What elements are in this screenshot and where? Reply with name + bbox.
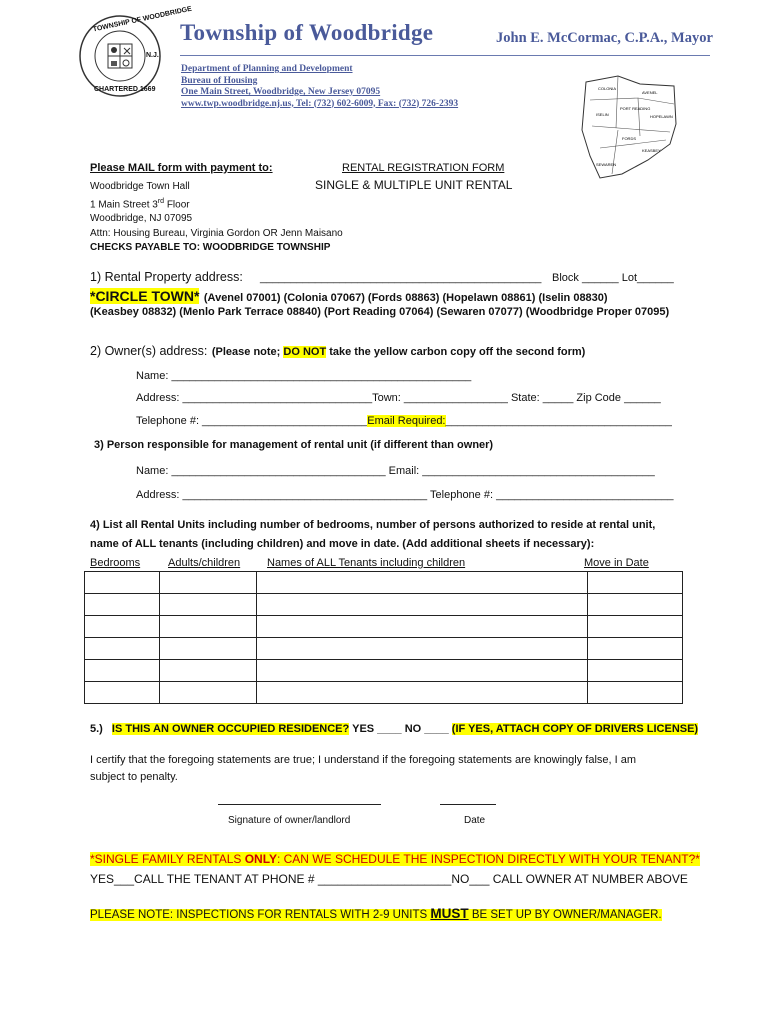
table-cell[interactable] xyxy=(588,638,683,660)
map-label: PORT READING xyxy=(620,106,651,111)
manager-heading: 3) Person responsible for management of rental unit (if different than owner) xyxy=(94,439,494,451)
map-label: ISELIN xyxy=(596,112,609,117)
header-rule xyxy=(180,55,710,56)
date-label: Date xyxy=(464,815,486,826)
date-line[interactable] xyxy=(440,804,496,805)
dept-line: Department of Planning and Development xyxy=(181,64,353,74)
map-label: FORDS xyxy=(622,136,636,141)
tenant-contact-field[interactable]: YES___CALL THE TENANT AT PHONE # ____________________NO___ CALL OWNER AT NUMBER ABOVE xyxy=(90,872,688,886)
table-cell[interactable] xyxy=(85,572,160,594)
mail-address xyxy=(90,180,343,256)
table-row xyxy=(85,682,683,704)
table-cell[interactable] xyxy=(160,660,257,682)
township-seal xyxy=(78,5,193,98)
mail-heading: Please MAIL form with payment to: xyxy=(90,162,273,174)
owner-name-field[interactable]: Name: _________________________________________________ xyxy=(136,370,472,382)
table-row xyxy=(85,638,683,660)
map-label: SEWAREN xyxy=(596,162,617,167)
seal-text-top: TOWNSHIP OF WOODBRIDGE xyxy=(92,5,193,34)
table-cell[interactable] xyxy=(257,616,588,638)
do-not-highlight: DO NOT xyxy=(283,346,327,358)
table-cell[interactable] xyxy=(257,572,588,594)
owner-address-line: 2) Owner(s) address: (Please note; DO NOT take the yellow carbon copy off the second form) xyxy=(90,344,586,358)
department-block xyxy=(181,64,458,110)
table-cell[interactable] xyxy=(160,638,257,660)
rental-units-table xyxy=(84,571,683,704)
owner-address-label: 2) Owner(s) address: xyxy=(90,344,208,358)
col-move-in-date: Move in Date xyxy=(584,557,649,569)
checks-payable: CHECKS PAYABLE TO: WOODBRIDGE TOWNSHIP xyxy=(90,242,331,254)
attach-license-note: (IF YES, ATTACH COPY OF DRIVERS LICENSE) xyxy=(451,723,699,735)
block-lot-field[interactable]: Block ______ Lot______ xyxy=(552,272,674,284)
township-title: Township of Woodbridge xyxy=(180,20,434,45)
table-cell[interactable] xyxy=(85,638,160,660)
col-adults-children: Adults/children xyxy=(168,557,241,569)
manager-name-email-field[interactable]: Name: ___________________________________ Email: ______________________________________ xyxy=(136,465,655,477)
signature-line[interactable] xyxy=(218,804,381,805)
col-tenant-names: Names of ALL Tenants including children xyxy=(267,557,466,569)
table-cell[interactable] xyxy=(160,572,257,594)
table-cell[interactable] xyxy=(257,682,588,704)
mail-line: Attn: Housing Bureau, Virginia Gordon OR Jenn Maisano xyxy=(90,227,343,239)
rental-address-field[interactable]: ______________________________________________ xyxy=(260,272,542,284)
seal-text-right: N.J. xyxy=(146,52,159,59)
please-note: PLEASE NOTE: INSPECTIONS FOR RENTALS WITH 2-9 UNITS MUST BE SET UP BY OWNER/MANAGER. xyxy=(90,906,662,921)
table-cell[interactable] xyxy=(160,594,257,616)
owner-occupied-question: IS THIS AN OWNER OCCUPIED RESIDENCE? xyxy=(111,723,350,735)
dept-line: One Main Street, Woodbridge, New Jersey 07095 xyxy=(181,87,381,97)
map-label: KEASBEY xyxy=(642,148,661,153)
form-subtitle: SINGLE & MULTIPLE UNIT RENTAL xyxy=(315,178,513,192)
map-label: HOPELAWN xyxy=(650,114,673,119)
mail-line: Woodbridge Town Hall xyxy=(90,181,190,192)
table-row xyxy=(85,572,683,594)
owner-occupied-yes-no[interactable]: YES ____ NO ____ xyxy=(349,723,452,735)
mayor-name: John E. McCormac, C.P.A., Mayor xyxy=(496,30,713,46)
map-label: COLONIA xyxy=(598,86,617,91)
certify-line-1: I certify that the foregoing statements are true; I understand if the foregoing statements are knowingly false, I am xyxy=(90,754,637,766)
circle-town-label: *CIRCLE TOWN* xyxy=(90,288,200,304)
mail-line: 1 Main Street 3rd Floor xyxy=(90,197,190,210)
table-cell[interactable] xyxy=(257,638,588,660)
owner-telephone-field[interactable]: Telephone #: ___________________________ xyxy=(136,415,368,427)
owner-contact-line xyxy=(136,415,672,427)
towns-line-2[interactable]: (Keasbey 08832) (Menlo Park Terrace 08840) (Port Reading 07064) (Sewaren 07077) (Woodbridge Proper 07095) xyxy=(90,306,670,318)
seal-text-bottom: CHARTERED 1669 xyxy=(94,86,156,93)
certify-line-2: subject to penalty. xyxy=(90,771,178,783)
units-heading-2: name of ALL tenants (including children) and move in date. (Add additional sheets if necessary): xyxy=(90,538,595,550)
form-title: RENTAL REGISTRATION FORM xyxy=(342,162,505,174)
table-cell[interactable] xyxy=(257,594,588,616)
col-bedrooms: Bedrooms xyxy=(90,557,141,569)
units-heading-1: 4) List all Rental Units including number of bedrooms, number of persons authorized to reside at rental unit, xyxy=(90,519,656,531)
table-row xyxy=(85,660,683,682)
table-cell[interactable] xyxy=(588,660,683,682)
manager-address-phone-field[interactable]: Address: ________________________________________ Telephone #: _____________________________ xyxy=(136,489,674,501)
table-cell[interactable] xyxy=(85,616,160,638)
owner-email-field[interactable]: _____________________________________ xyxy=(445,415,672,427)
signature-label: Signature of owner/landlord xyxy=(228,815,351,826)
dept-line: Bureau of Housing xyxy=(181,75,258,86)
table-cell[interactable] xyxy=(588,572,683,594)
map-label: AVENEL xyxy=(642,90,658,95)
table-cell[interactable] xyxy=(588,616,683,638)
table-row xyxy=(85,594,683,616)
table-cell[interactable] xyxy=(257,660,588,682)
table-cell[interactable] xyxy=(588,594,683,616)
owner-occupied-line: 5.) IS THIS AN OWNER OCCUPIED RESIDENCE? YES ____ NO ____ (IF YES, ATTACH COPY OF DRIVERS LICENSE) xyxy=(90,723,699,735)
owner-address-field[interactable]: Address: _______________________________Town: _________________ State: _____ Zip Code ______ xyxy=(136,392,661,404)
table-cell[interactable] xyxy=(85,660,160,682)
mail-line: Woodbridge, NJ 07095 xyxy=(90,213,193,225)
table-cell[interactable] xyxy=(85,594,160,616)
table-cell[interactable] xyxy=(160,616,257,638)
circle-town-line xyxy=(90,288,608,306)
single-family-question: *SINGLE FAMILY RENTALS ONLY: CAN WE SCHEDULE THE INSPECTION DIRECTLY WITH YOUR TENANT?* xyxy=(90,852,700,866)
dept-line: www.twp.woodbridge.nj.us, Tel: (732) 602-6009, Fax: (732) 726-2393 xyxy=(181,98,459,109)
township-map xyxy=(578,70,678,190)
email-required-label: Email Required: xyxy=(367,415,446,427)
rental-address-label: 1) Rental Property address: xyxy=(90,270,243,284)
table-cell[interactable] xyxy=(588,682,683,704)
table-row xyxy=(85,616,683,638)
table-cell[interactable] xyxy=(85,682,160,704)
towns-line-1[interactable]: (Avenel 07001) (Colonia 07067) (Fords 08863) (Hopelawn 08861) (Iselin 08830) xyxy=(203,292,608,304)
table-cell[interactable] xyxy=(160,682,257,704)
